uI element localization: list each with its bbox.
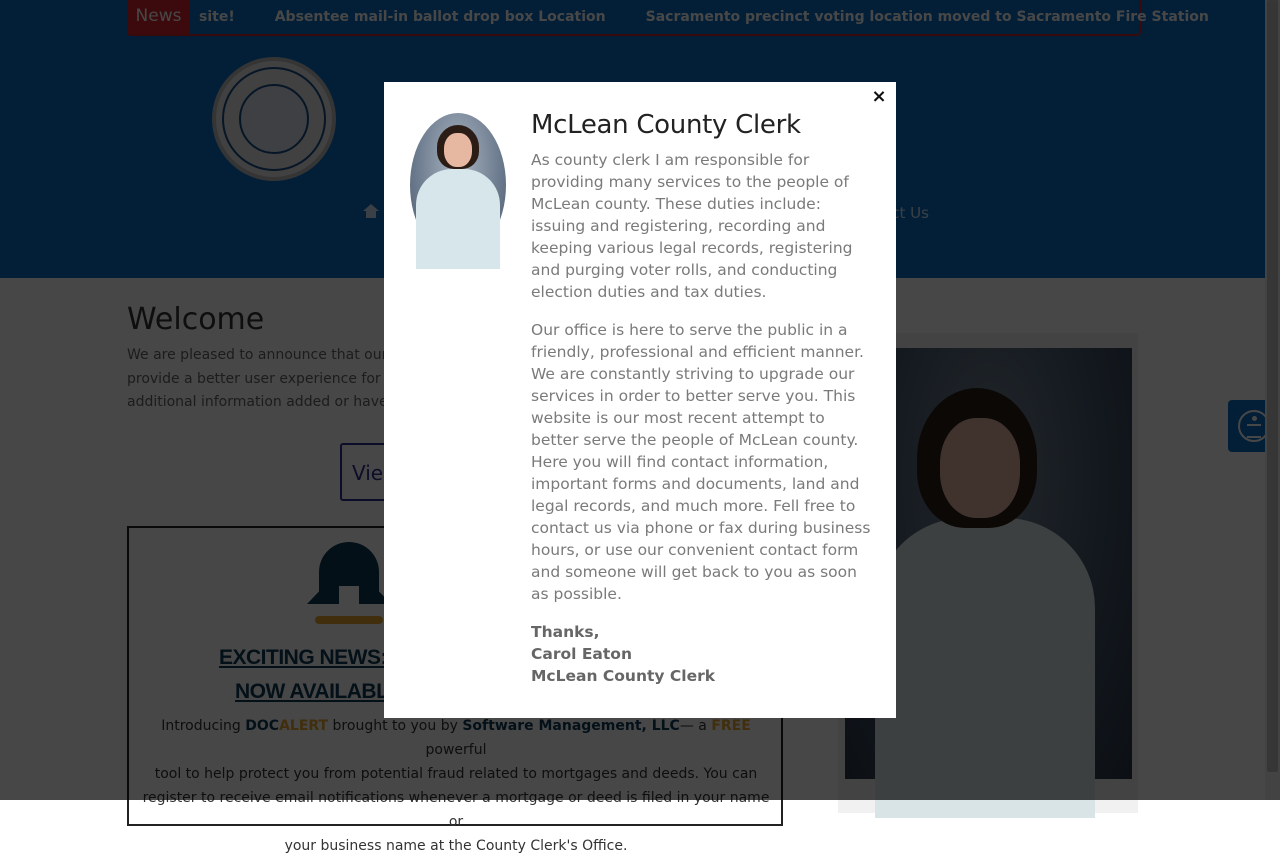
notice-text: or your business name at the County Clerk's Office. xyxy=(284,814,628,854)
clerk-modal xyxy=(384,82,896,718)
modal-paragraph: Our office is here to serve the public in a friendly, professional and efficient manner. We are constantly striving to upgrade our services in order to better serve you. This website is our most recent attempt to better serve the people of McLean county. Here you will find contact information, important forms and documents, land and legal records, and much more. Fell free to contact us via phone or fax during business hours, or use our convenient contact form and someone will get back to you as soon as possible. xyxy=(531,321,871,603)
modal-title: McLean County Clerk xyxy=(531,110,801,140)
modal-body xyxy=(531,149,876,687)
modal-signoff: Thanks, Carol Eaton McLean County Clerk xyxy=(531,623,716,685)
modal-paragraph: As county clerk I am responsible for providing many services to the people of McLean county. These duties include: issuing and registering, recording and keeping various legal records, registering and purging voter rolls, and conducting election duties and tax duties. xyxy=(531,151,853,301)
close-icon[interactable]: × xyxy=(871,86,887,107)
clerk-portrait xyxy=(410,113,506,257)
